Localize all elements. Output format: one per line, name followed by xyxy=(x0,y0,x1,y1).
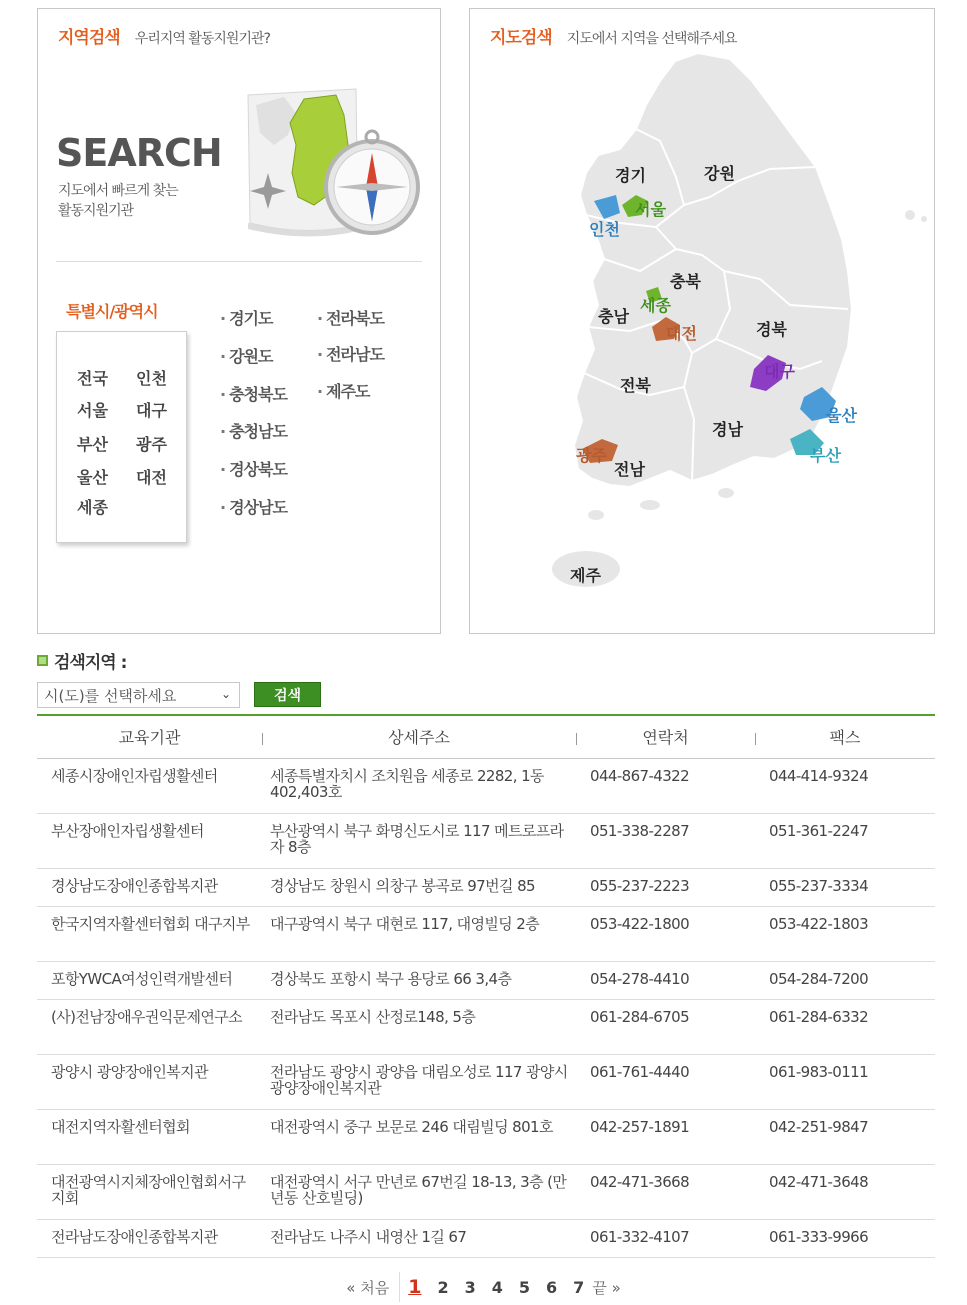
double-chevron-left-icon: « xyxy=(346,1278,356,1297)
metro-city-link[interactable]: 대구 xyxy=(136,401,167,420)
institution-name: 한국지역자활센터협회 대구지부 xyxy=(51,914,250,933)
institution-address: 부산광역시 북구 화명신도시로 117 메트로프라자 8층 xyxy=(270,821,564,856)
metro-city-link[interactable]: 광주 xyxy=(136,435,167,454)
institution-fax: 044-414-9324 xyxy=(769,766,869,785)
double-chevron-right-icon: » xyxy=(611,1278,621,1297)
institution-phone: 061-761-4440 xyxy=(590,1062,690,1081)
pagination xyxy=(0,1268,967,1305)
pagination-page-current[interactable]: 1 xyxy=(408,1276,422,1298)
chevron-down-icon: ⌄ xyxy=(220,687,231,701)
pagination-page[interactable]: 3 xyxy=(464,1277,476,1297)
pagination-divider xyxy=(399,1272,400,1302)
institution-name: 경상남도장애인종합복지관 xyxy=(51,876,218,895)
institution-phone: 053-422-1800 xyxy=(590,914,690,933)
province-link[interactable]: · 충청북도 xyxy=(220,382,287,405)
table-row xyxy=(37,813,935,868)
institution-name: (사)전남장애우권익문제연구소 xyxy=(51,1007,243,1026)
pagination-last-label: 끝 xyxy=(592,1278,607,1297)
institution-phone: 044-867-4322 xyxy=(590,766,690,785)
province-link[interactable]: · 강원도 xyxy=(220,344,272,367)
map-label-jeonbuk[interactable]: 전북 xyxy=(620,376,651,395)
institution-phone: 042-471-3668 xyxy=(590,1172,690,1191)
metro-city-link[interactable]: 인천 xyxy=(136,369,167,388)
table-row xyxy=(37,1219,935,1257)
pagination-page[interactable]: 7 xyxy=(573,1277,585,1297)
map-search-panel xyxy=(469,8,935,634)
institution-address: 전라남도 광양시 광양읍 대림오성로 117 광양시 광양장애인복지관 xyxy=(270,1062,568,1097)
region-select-value: 시(도)를 선택하세요 xyxy=(44,686,177,705)
map-label-gangwon[interactable]: 강원 xyxy=(704,164,735,183)
region-search-header xyxy=(58,23,270,48)
metro-city-link[interactable]: 부산 xyxy=(77,435,108,454)
institution-address: 경상남도 창원시 의창구 봉곡로 97번길 85 xyxy=(270,876,535,895)
institution-phone: 061-332-4107 xyxy=(590,1227,690,1246)
search-region-label-row xyxy=(37,648,126,673)
province-link[interactable]: · 전라남도 xyxy=(317,342,384,365)
institution-address: 전라남도 나주시 내영산 1길 67 xyxy=(270,1227,467,1246)
region-select[interactable] xyxy=(37,682,240,708)
table-row xyxy=(37,999,935,1054)
map-search-header xyxy=(490,23,737,48)
institution-fax: 042-471-3648 xyxy=(769,1172,869,1191)
province-link[interactable]: · 경기도 xyxy=(220,306,272,329)
map-label-chungbuk[interactable]: 충북 xyxy=(670,272,701,291)
pagination-page[interactable]: 5 xyxy=(518,1277,530,1297)
map-label-gyeongnam[interactable]: 경남 xyxy=(712,420,743,439)
table-row xyxy=(37,1054,935,1109)
map-label-jeonnam[interactable]: 전남 xyxy=(614,460,645,479)
pagination-last[interactable] xyxy=(592,1277,620,1298)
institution-fax: 054-284-7200 xyxy=(769,969,869,988)
search-description: 지도에서 빠르게 찾는 활동지원기관 xyxy=(58,183,178,219)
map-label-busan[interactable]: 부산 xyxy=(810,446,841,465)
pagination-first[interactable] xyxy=(346,1277,389,1298)
map-label-ulsan[interactable]: 울산 xyxy=(826,406,857,425)
province-link[interactable]: · 경상남도 xyxy=(220,495,287,518)
map-label-daejeon[interactable]: 대전 xyxy=(666,324,697,343)
institution-fax: 051-361-2247 xyxy=(769,821,869,840)
pagination-page[interactable]: 6 xyxy=(546,1277,558,1297)
column-header-institution: 교육기관 xyxy=(118,728,181,748)
map-label-seoul[interactable]: 서울 xyxy=(635,200,666,219)
panel-divider xyxy=(56,261,422,262)
institution-name: 부산장애인자립생활센터 xyxy=(51,821,204,840)
institution-fax: 061-284-6332 xyxy=(769,1007,869,1026)
province-link[interactable]: · 충청남도 xyxy=(220,419,287,442)
compass-map-illustration-icon xyxy=(236,75,426,245)
table-header-row xyxy=(37,715,935,758)
province-link[interactable]: · 경상북도 xyxy=(220,457,287,480)
search-headline: SEARCH xyxy=(56,131,222,175)
region-search-subtitle: 우리지역 활동지원기관? xyxy=(134,31,270,47)
institution-phone: 061-284-6705 xyxy=(590,1007,690,1026)
metro-city-link[interactable]: 울산 xyxy=(77,468,108,487)
map-label-jeju[interactable]: 제주 xyxy=(570,566,601,585)
institution-fax: 061-333-9966 xyxy=(769,1227,869,1246)
institution-phone: 051-338-2287 xyxy=(590,821,690,840)
institution-name: 대전지역자활센터협회 xyxy=(51,1117,190,1136)
pagination-page[interactable]: 2 xyxy=(437,1277,449,1297)
institution-address: 세종특별자치시 조치원읍 세종로 2282, 1동 402,403호 xyxy=(270,766,544,801)
table-row xyxy=(37,906,935,961)
map-label-sejong[interactable]: 세종 xyxy=(640,296,671,315)
metro-city-title: 특별시/광역시 xyxy=(66,302,158,321)
institution-name: 광양시 광양장애인복지관 xyxy=(51,1062,208,1081)
institution-phone: 054-278-4410 xyxy=(590,969,690,988)
pagination-page[interactable]: 4 xyxy=(491,1277,503,1297)
institution-address: 대전광역시 중구 보문로 246 대림빌딩 801호 xyxy=(270,1117,553,1136)
map-label-daegu[interactable]: 대구 xyxy=(764,362,795,381)
institution-name: 포항YWCA여성인력개발센터 xyxy=(51,969,233,988)
institution-phone: 042-257-1891 xyxy=(590,1117,690,1136)
pagination-first-label: 처음 xyxy=(360,1278,390,1297)
map-search-subtitle: 지도에서 지역을 선택해주세요 xyxy=(566,31,737,47)
map-label-chungnam[interactable]: 충남 xyxy=(598,307,629,326)
metro-city-list xyxy=(56,331,187,543)
bullet-square-icon xyxy=(37,655,48,666)
table-row xyxy=(37,961,935,999)
province-link[interactable]: · 전라북도 xyxy=(317,306,384,329)
map-search-title: 지도검색 xyxy=(490,28,552,48)
region-search-title: 지역검색 xyxy=(58,28,120,48)
table-row xyxy=(37,758,935,813)
korea-map xyxy=(530,49,930,609)
institution-name: 대전광역시지체장애인협회서구지회 xyxy=(51,1172,246,1207)
table-row xyxy=(37,1164,935,1219)
institution-phone: 055-237-2223 xyxy=(590,876,690,895)
institution-address: 대전광역시 서구 만년로 67번길 18-13, 3층 (만년동 산호빌딩) xyxy=(270,1172,567,1207)
search-button[interactable]: 검색 xyxy=(254,682,321,707)
map-label-gyeonggi[interactable]: 경기 xyxy=(615,166,646,185)
results-table xyxy=(37,714,935,1258)
column-header-fax: 팩스 xyxy=(755,715,935,758)
metro-city-link[interactable]: 대전 xyxy=(136,468,167,487)
province-link[interactable]: · 제주도 xyxy=(317,379,369,402)
table-row xyxy=(37,1109,935,1164)
institution-address: 전라남도 목포시 산정로148, 5층 xyxy=(270,1007,476,1026)
institution-address: 경상북도 포항시 북구 용당로 66 3,4층 xyxy=(270,969,512,988)
institution-name: 전라남도장애인종합복지관 xyxy=(51,1227,218,1246)
metro-city-link[interactable]: 전국 xyxy=(77,369,108,388)
metro-city-link[interactable]: 세종 xyxy=(77,498,108,517)
institution-name: 세종시장애인자립생활센터 xyxy=(51,766,218,785)
column-header-address: 상세주소 xyxy=(262,715,576,758)
column-header-phone: 연락처 xyxy=(576,715,755,758)
institution-fax: 042-251-9847 xyxy=(769,1117,869,1136)
search-region-label: 검색지역 : xyxy=(54,653,127,673)
table-row xyxy=(37,868,935,906)
institution-fax: 061-983-0111 xyxy=(769,1062,869,1081)
metro-city-link[interactable]: 서울 xyxy=(77,401,108,420)
region-search-panel xyxy=(37,8,441,634)
institution-fax: 053-422-1803 xyxy=(769,914,869,933)
institution-fax: 055-237-3334 xyxy=(769,876,869,895)
institution-address: 대구광역시 북구 대현로 117, 대영빌딩 2층 xyxy=(270,914,540,933)
map-label-incheon[interactable]: 인천 xyxy=(589,220,620,239)
map-label-gwangju[interactable]: 광주 xyxy=(576,446,607,465)
map-label-gyeongbuk[interactable]: 경북 xyxy=(756,320,787,339)
